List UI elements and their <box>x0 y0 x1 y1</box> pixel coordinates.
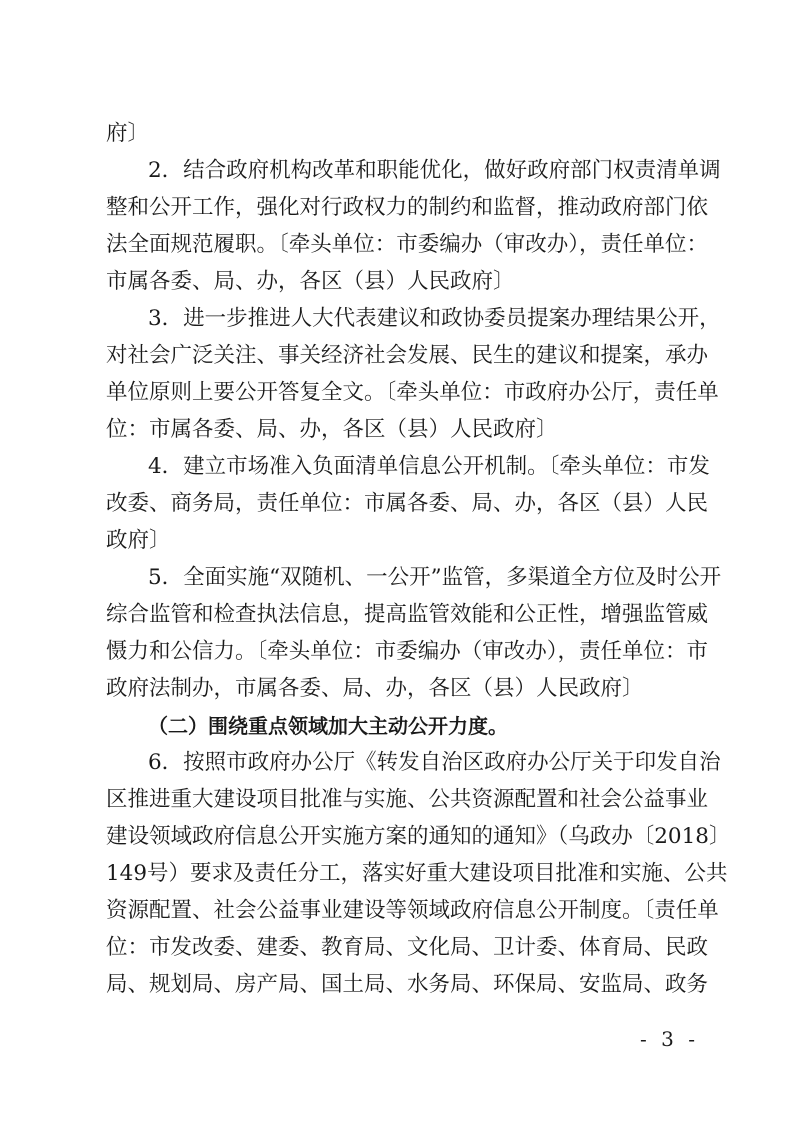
text-line: 综合监管和检查执法信息，提高监管效能和公正性，增强监管威 <box>106 602 709 627</box>
text-line: 4．建立市场准入负面清单信息公开机制。〔牵头单位：市发 <box>148 454 710 479</box>
text-line: 法全面规范履职。〔牵头单位：市委编办（审改办），责任单位： <box>106 232 709 257</box>
text-line: 149号）要求及责任分工，落实好重大建设项目批准和实施、公共 <box>106 861 728 886</box>
text-line: 5．全面实施“双随机、一公开”监管，多渠道全方位及时公开 <box>148 565 722 590</box>
page-number: - 3 - <box>640 1027 699 1051</box>
text-line: 市属各委、局、办，各区（县）人民政府〕 <box>106 269 515 294</box>
text-line: 整和公开工作，强化对行政权力的制约和监督，推动政府部门依 <box>106 195 709 220</box>
text-line: 3．进一步推进人大代表建议和政协委员提案办理结果公开， <box>148 306 721 331</box>
text-line: 单位原则上要公开答复全文。〔牵头单位：市政府办公厅，责任单 <box>106 380 719 405</box>
text-line: 府〕 <box>106 121 150 146</box>
text-line: 对社会广泛关注、事关经济社会发展、民生的建议和提案，承办 <box>106 343 709 368</box>
text-line: 6．按照市政府办公厅《转发自治区政府办公厅关于印发自治 <box>148 750 721 775</box>
text-line: 位：市发改委、建委、教育局、文化局、卫计委、体育局、民政 <box>106 935 709 960</box>
text-line: 建设领域政府信息公开实施方案的通知的通知》（乌政办〔2018〕 <box>106 824 731 849</box>
text-line: 位：市属各委、局、办，各区（县）人民政府〕 <box>106 417 558 442</box>
text-line: 资源配置、社会公益事业建设等领域政府信息公开制度。〔责任单 <box>106 898 719 923</box>
text-line: 2．结合政府机构改革和职能优化，做好政府部门权责清单调 <box>148 158 721 183</box>
text-line: 改委、商务局，责任单位：市属各委、局、办，各区（县）人民 <box>106 491 709 516</box>
section-heading: （二）围绕重点领域加大主动公开力度。 <box>148 714 508 738</box>
text-line: 政府〕 <box>106 528 171 553</box>
text-line: 区推进重大建设项目批准与实施、公共资源配置和社会公益事业 <box>106 787 709 812</box>
text-line: 慑力和公信力。〔牵头单位：市委编办（审改办），责任单位：市 <box>106 639 709 664</box>
text-line: 政府法制办，市属各委、局、办，各区（县）人民政府〕 <box>106 676 644 701</box>
text-line: 局、规划局、房产局、国土局、水务局、环保局、安监局、政务 <box>106 972 709 997</box>
